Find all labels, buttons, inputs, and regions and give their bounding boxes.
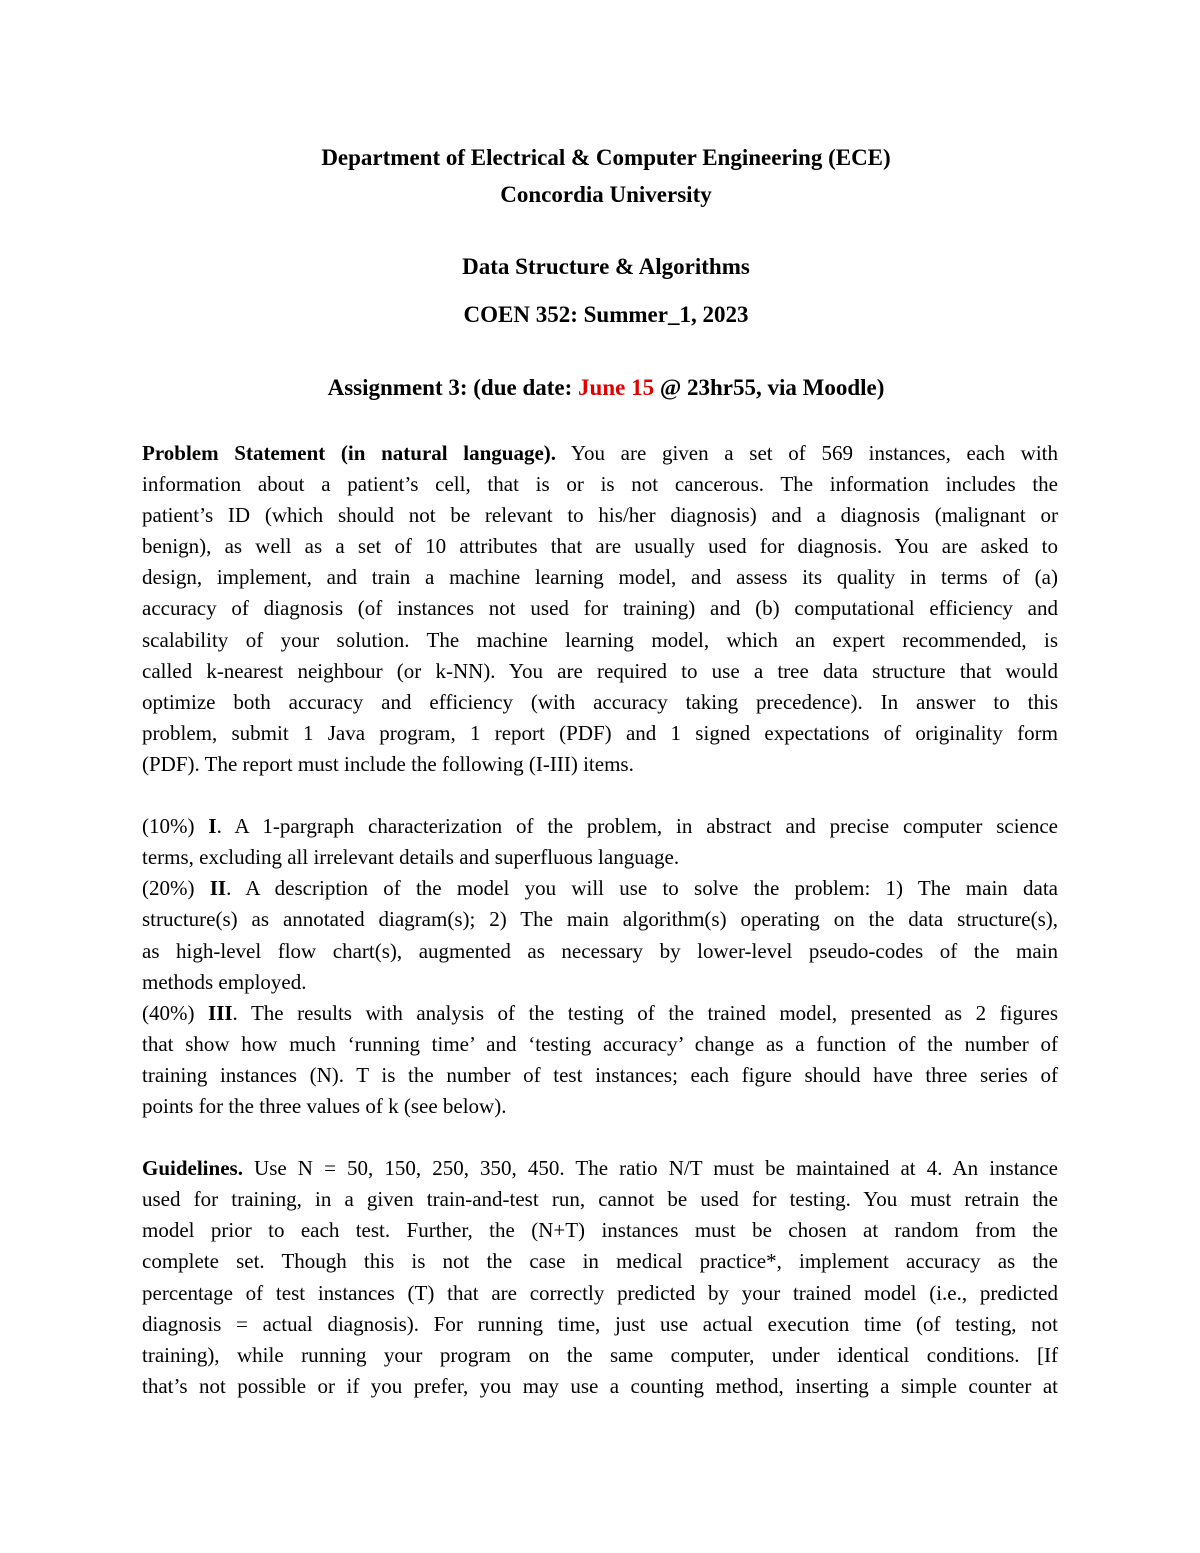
text-run: (40%) (142, 1000, 209, 1025)
text-run: complete set. Though this is not the case in medical practice*, implement accuracy as the (142, 1249, 1058, 1274)
text-line (142, 1029, 1058, 1060)
text-run: that show how much ‘running time’ and ‘testing accuracy’ change as a function of the number of (142, 1031, 1058, 1056)
text-line (142, 967, 1058, 998)
bold-text: Problem Statement (in natural language). (142, 441, 557, 465)
text-line (142, 718, 1058, 749)
text-line (142, 1153, 1058, 1184)
text-run: called k-nearest neighbour (or k-NN). You are required to use a tree data structure that would (142, 658, 1058, 683)
text-line (142, 1060, 1058, 1091)
text-run: design, implement, and train a machine learning model, and assess its quality in terms of (a) (142, 565, 1058, 590)
text-line (142, 625, 1058, 656)
text-run: methods employed. (142, 969, 307, 994)
bold-text: III (208, 1000, 233, 1025)
text-run: optimize both accuracy and efficiency (with accuracy taking precedence). In answer to this (142, 689, 1058, 714)
department-heading: Department of Electrical & Computer Engineering (ECE) (321, 145, 891, 170)
text-run: (PDF). The report must include the following (I-III) items. (142, 751, 634, 776)
text-line (142, 749, 1058, 780)
text-line (142, 811, 1058, 842)
text-line (142, 1371, 1058, 1402)
text-run: training), while running your program on the same computer, under identical conditions. [If (142, 1342, 1058, 1367)
paragraph-gap (142, 1122, 1058, 1153)
bold-text: II (209, 876, 227, 901)
bold-text: I (208, 814, 217, 839)
text-line (142, 1246, 1058, 1277)
guidelines-paragraph (142, 1153, 1058, 1402)
text-run: points for the three values of k (see below). (142, 1093, 507, 1118)
text-line (142, 1215, 1058, 1246)
text-run: . A description of the model you will use to solve the problem: 1) The main data (226, 876, 1059, 901)
text-line (142, 593, 1058, 624)
text-line (142, 562, 1058, 593)
text-run: diagnosis = actual diagnosis). For running time, just use actual execution time (of testing, not (142, 1311, 1058, 1336)
text-line (142, 998, 1058, 1029)
text-run: patient’s ID (which should not be relevant to his/her diagnosis) and a diagnosis (malignant or (142, 503, 1058, 528)
bold-text: Guidelines. (142, 1156, 243, 1181)
university-heading: Concordia University (500, 182, 712, 207)
course-title: Data Structure & Algorithms (462, 254, 750, 279)
text-run: structure(s) as annotated diagram(s); 2) The main algorithm(s) operating on the data structure(s), (142, 907, 1058, 932)
text-line (142, 500, 1058, 531)
text-line (142, 531, 1058, 562)
assignment-suffix: @ 23hr55, via Moodle) (654, 375, 885, 400)
text-run: training instances (N). T is the number of test instances; each figure should have three series of (142, 1062, 1058, 1087)
text-run: benign), as well as a set of 10 attributes that are usually used for diagnosis. You are asked to (142, 534, 1058, 559)
text-line (142, 469, 1058, 500)
text-run: that’s not possible or if you prefer, you may use a counting method, inserting a simple counter at (142, 1373, 1058, 1398)
assignment-prefix: Assignment 3: (due date: (327, 375, 579, 400)
due-date: June 15 (578, 375, 655, 400)
text-line (142, 873, 1058, 904)
text-line (142, 842, 1058, 873)
text-run: (20%) (142, 876, 210, 901)
text-line (142, 1184, 1058, 1215)
text-run: information about a patient’s cell, that is or is not cancerous. The information includes the (142, 472, 1058, 497)
text-run: (10%) (142, 814, 209, 839)
text-line (142, 904, 1058, 935)
text-line (142, 1278, 1058, 1309)
course-code: COEN 352: Summer_1, 2023 (463, 302, 749, 327)
text-run: problem, submit 1 Java program, 1 report (PDF) and 1 signed expectations of originality form (142, 720, 1058, 745)
text-line (142, 687, 1058, 718)
assignment-heading (0, 374, 1200, 402)
text-run: used for training, in a given train-and-test run, cannot be used for testing. You must retrain the (142, 1187, 1058, 1212)
paragraph-gap (142, 780, 1058, 811)
text-line (142, 936, 1058, 967)
text-line (142, 1309, 1058, 1340)
text-run: You are given a set of 569 instances, each with (556, 441, 1058, 465)
text-line (142, 1091, 1058, 1122)
text-run: percentage of test instances (T) that are correctly predicted by your trained model (i.e., predicted (142, 1280, 1058, 1305)
text-line (142, 656, 1058, 687)
report-items-paragraph (142, 811, 1058, 1122)
text-line (142, 438, 1058, 469)
text-run: model prior to each test. Further, the (N+T) instances must be chosen at random from the (142, 1218, 1058, 1243)
text-run: accuracy of diagnosis (of instances not used for training) and (b) computational efficiency and (142, 596, 1058, 621)
text-run: terms, excluding all irrelevant details and superfluous language. (142, 845, 680, 870)
text-run: Use N = 50, 150, 250, 350, 450. The ratio N/T must be maintained at 4. An instance (242, 1156, 1058, 1181)
problem-statement-paragraph (142, 438, 1058, 780)
text-run: . A 1-pargraph characterization of the problem, in abstract and precise computer science (216, 814, 1058, 839)
text-run: as high-level flow chart(s), augmented as necessary by lower-level pseudo-codes of the main (142, 938, 1058, 963)
document-body (142, 438, 1058, 1402)
text-run: . The results with analysis of the testing of the trained model, presented as 2 figures (232, 1000, 1058, 1025)
text-run: scalability of your solution. The machine learning model, which an expert recommended, is (142, 627, 1058, 652)
text-line (142, 1340, 1058, 1371)
